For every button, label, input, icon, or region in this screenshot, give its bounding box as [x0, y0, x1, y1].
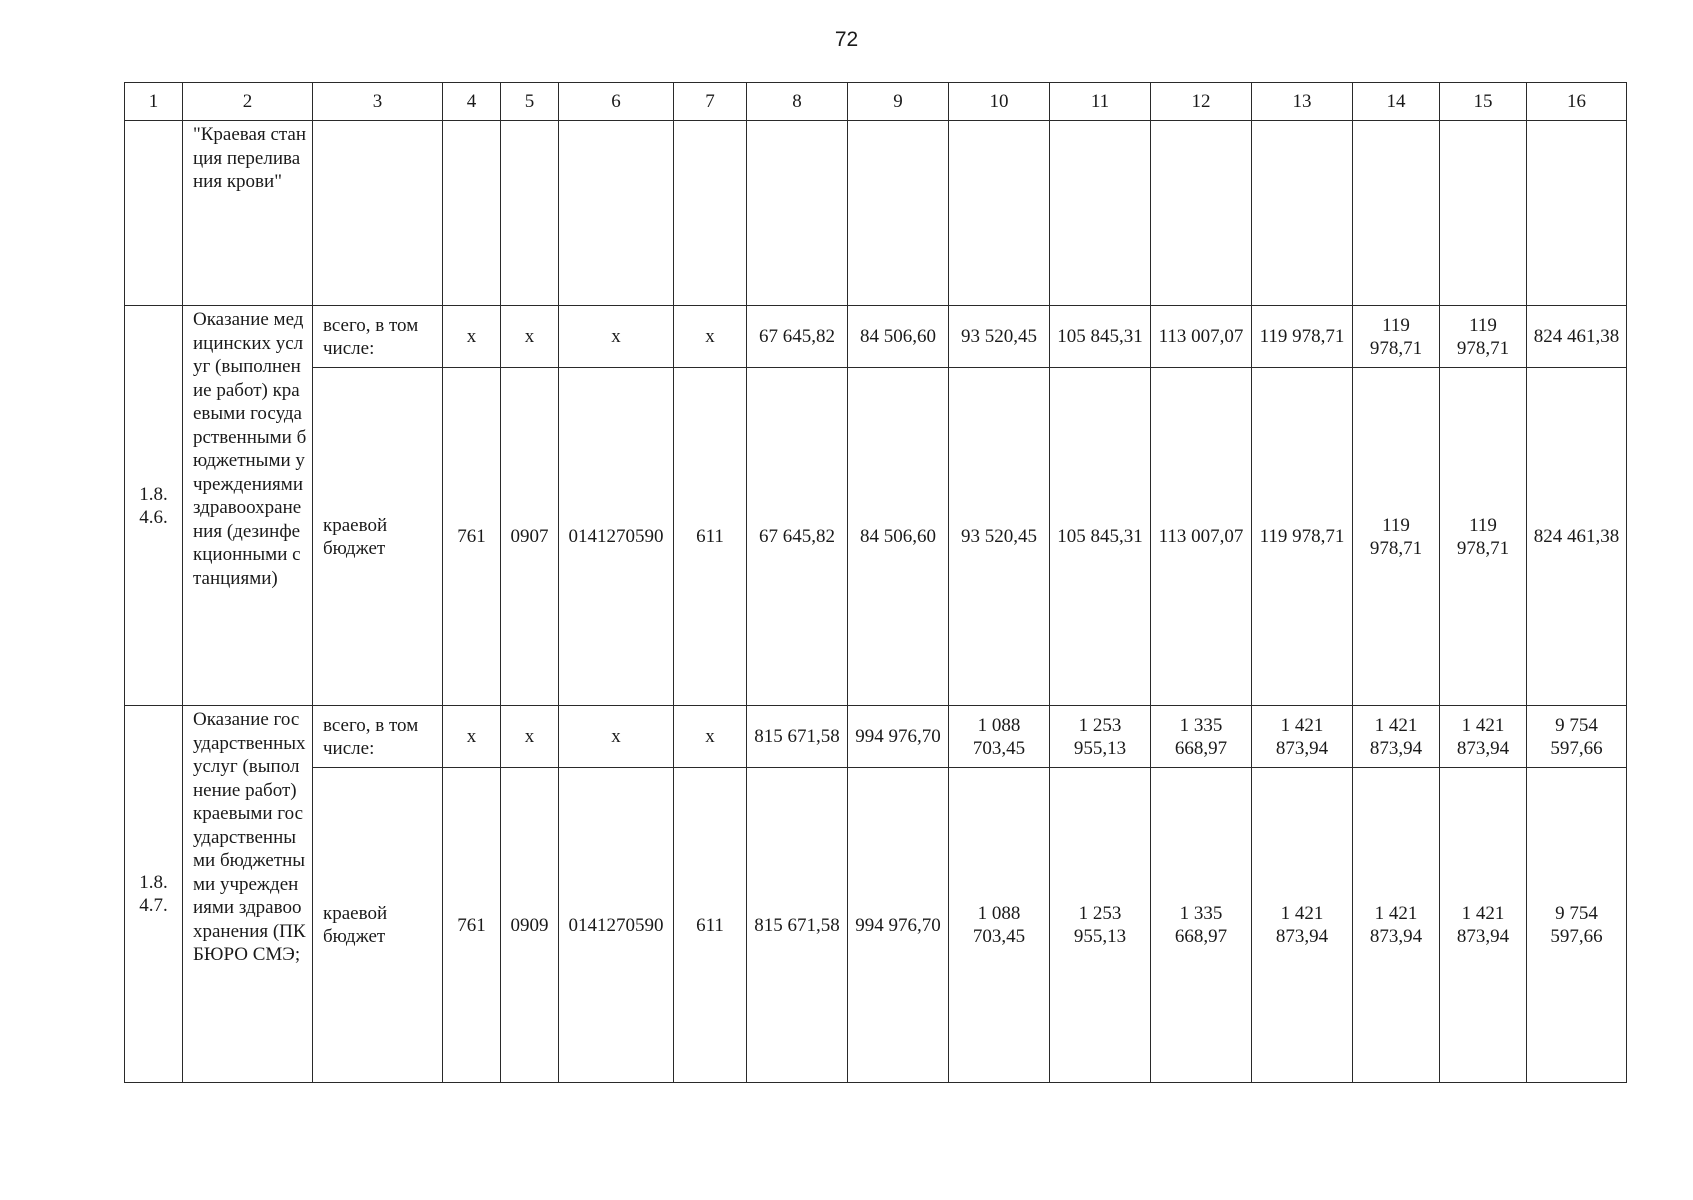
value-cell: 105 845,31 — [1050, 306, 1151, 368]
code-cell: х — [559, 706, 674, 768]
empty-cell — [501, 121, 559, 306]
budget-row — [125, 768, 1627, 1083]
code-cell: 0141270590 — [559, 768, 674, 1083]
value-cell: 119 978,71 — [1440, 306, 1527, 368]
value-cell: 1 088 703,45 — [949, 706, 1050, 768]
continuation-name: "Краевая станция переливания крови" — [183, 121, 313, 306]
empty-cell — [1151, 121, 1252, 306]
source-label: всего, в том числе: — [313, 306, 443, 368]
source-label: краевой бюджет — [313, 768, 443, 1083]
value-cell: 119 978,71 — [1353, 306, 1440, 368]
code-cell: 0909 — [501, 768, 559, 1083]
code-cell: х — [674, 306, 747, 368]
value-cell: 994 976,70 — [848, 768, 949, 1083]
code-cell: х — [501, 706, 559, 768]
column-header: 4 — [443, 83, 501, 121]
value-cell: 1 335 668,97 — [1151, 706, 1252, 768]
value-cell: 67 645,82 — [747, 306, 848, 368]
value-cell: 1 421 873,94 — [1353, 768, 1440, 1083]
empty-cell — [747, 121, 848, 306]
empty-cell — [1050, 121, 1151, 306]
column-header: 3 — [313, 83, 443, 121]
column-header: 14 — [1353, 83, 1440, 121]
value-cell: 119 978,71 — [1252, 306, 1353, 368]
empty-cell — [1252, 121, 1353, 306]
value-cell: 105 845,31 — [1050, 368, 1151, 706]
empty-cell — [125, 121, 183, 306]
value-cell: 1 335 668,97 — [1151, 768, 1252, 1083]
column-header: 10 — [949, 83, 1050, 121]
total-row — [125, 306, 1627, 368]
value-cell: 119 978,71 — [1353, 368, 1440, 706]
column-header: 15 — [1440, 83, 1527, 121]
code-cell: 761 — [443, 768, 501, 1083]
column-header: 9 — [848, 83, 949, 121]
code-cell: 0141270590 — [559, 368, 674, 706]
value-cell: 1 421 873,94 — [1440, 768, 1527, 1083]
column-header: 13 — [1252, 83, 1353, 121]
value-cell: 84 506,60 — [848, 306, 949, 368]
value-cell: 93 520,45 — [949, 368, 1050, 706]
empty-cell — [949, 121, 1050, 306]
empty-cell — [1353, 121, 1440, 306]
value-cell: 824 461,38 — [1527, 368, 1627, 706]
value-cell: 824 461,38 — [1527, 306, 1627, 368]
value-cell: 9 754 597,66 — [1527, 706, 1627, 768]
value-cell: 1 421 873,94 — [1353, 706, 1440, 768]
code-cell: х — [443, 706, 501, 768]
budget-row — [125, 368, 1627, 706]
value-cell: 815 671,58 — [747, 768, 848, 1083]
row-name: Оказание государственных услуг (выполнение работ) краевыми государственными бюджетными учреждениями здравоохранения (ПК БЮРО СМЭ; — [183, 706, 313, 1083]
value-cell: 1 421 873,94 — [1252, 706, 1353, 768]
total-row — [125, 706, 1627, 768]
row-index: 1.8. 4.7. — [125, 706, 183, 1083]
value-cell: 119 978,71 — [1252, 368, 1353, 706]
value-cell: 1 421 873,94 — [1252, 768, 1353, 1083]
code-cell: 0907 — [501, 368, 559, 706]
code-cell: 611 — [674, 768, 747, 1083]
value-cell: 113 007,07 — [1151, 368, 1252, 706]
column-header: 11 — [1050, 83, 1151, 121]
value-cell: 9 754 597,66 — [1527, 768, 1627, 1083]
value-cell: 1 253 955,13 — [1050, 768, 1151, 1083]
continuation-row — [125, 121, 1627, 306]
page-number: 72 — [834, 28, 859, 51]
code-cell: х — [559, 306, 674, 368]
empty-cell — [674, 121, 747, 306]
empty-cell — [848, 121, 949, 306]
value-cell: 113 007,07 — [1151, 306, 1252, 368]
column-header: 1 — [125, 83, 183, 121]
column-header: 6 — [559, 83, 674, 121]
budget-table — [124, 82, 1627, 1083]
column-header: 5 — [501, 83, 559, 121]
column-header-row — [125, 83, 1627, 121]
column-header: 2 — [183, 83, 313, 121]
empty-cell — [313, 121, 443, 306]
value-cell: 119 978,71 — [1440, 368, 1527, 706]
source-label: краевой бюджет — [313, 368, 443, 706]
value-cell: 67 645,82 — [747, 368, 848, 706]
column-header: 16 — [1527, 83, 1627, 121]
empty-cell — [1527, 121, 1627, 306]
value-cell: 815 671,58 — [747, 706, 848, 768]
code-cell: х — [674, 706, 747, 768]
code-cell: х — [501, 306, 559, 368]
source-label: всего, в том числе: — [313, 706, 443, 768]
empty-cell — [443, 121, 501, 306]
value-cell: 84 506,60 — [848, 368, 949, 706]
code-cell: 611 — [674, 368, 747, 706]
value-cell: 1 088 703,45 — [949, 768, 1050, 1083]
column-header: 12 — [1151, 83, 1252, 121]
row-index: 1.8. 4.6. — [125, 306, 183, 706]
code-cell: 761 — [443, 368, 501, 706]
value-cell: 994 976,70 — [848, 706, 949, 768]
value-cell: 1 421 873,94 — [1440, 706, 1527, 768]
empty-cell — [559, 121, 674, 306]
value-cell: 1 253 955,13 — [1050, 706, 1151, 768]
value-cell: 93 520,45 — [949, 306, 1050, 368]
code-cell: х — [443, 306, 501, 368]
empty-cell — [1440, 121, 1527, 306]
column-header: 7 — [674, 83, 747, 121]
column-header: 8 — [747, 83, 848, 121]
row-name: Оказание медицинских услуг (выполнение работ) краевыми государственными бюджетными учреждениями здравоохранения (дезинфекционными станциями) — [183, 306, 313, 706]
